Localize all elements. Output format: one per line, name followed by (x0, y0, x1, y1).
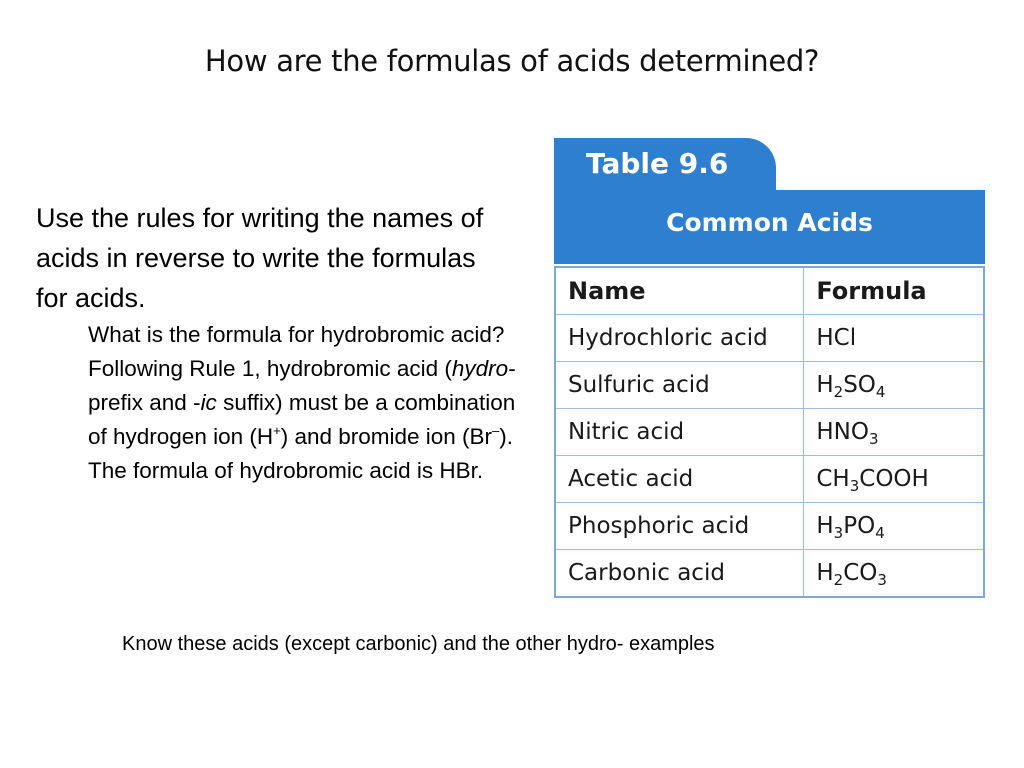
acid-name-cell: Hydrochloric acid (555, 315, 804, 362)
formula-subscript: 4 (875, 524, 885, 542)
formula-text: CO (843, 560, 878, 586)
formula-text: HNO (816, 419, 869, 445)
detail-text-4: ) and bromide ion (Br (280, 424, 493, 449)
detail-text-3: suffix) must be a combination of hydrogen ion (H (88, 390, 516, 449)
acid-name-cell: Sulfuric acid (555, 362, 804, 409)
acids-table (554, 266, 985, 598)
formula-text: HCl (816, 325, 857, 351)
table-caption-band (554, 190, 985, 264)
slide-title: How are the formulas of acids determined? (204, 44, 820, 78)
acid-name-cell: Nitric acid (555, 409, 804, 456)
table-header-row (555, 267, 984, 315)
header-name: Name (555, 267, 804, 315)
formula-text: H (816, 560, 834, 586)
formula-text: CH (816, 466, 850, 492)
common-acids-table-figure (554, 130, 990, 596)
intro-text: Use the rules for writing the names of acids in reverse to write the formulas for acids. (36, 203, 484, 313)
detail-italic-hydro: hydro (451, 356, 509, 381)
table-row (555, 503, 984, 550)
detail-paragraph (88, 318, 533, 488)
table-row (555, 409, 984, 456)
acid-formula-cell (804, 362, 984, 409)
detail-text-2: - prefix and - (88, 356, 516, 415)
table-row (555, 550, 984, 598)
table-number-label: Table 9.6 (586, 147, 729, 180)
table-row (555, 362, 984, 409)
footnote: Know these acids (except carbonic) and the other hydro- examples (122, 633, 715, 655)
acid-formula-cell (804, 456, 984, 503)
formula-text: SO (843, 372, 876, 398)
detail-italic-ic: ic (200, 390, 217, 415)
formula-subscript: 2 (833, 383, 844, 401)
formula-text: COOH (859, 466, 929, 492)
formula-text: H (816, 513, 834, 539)
acid-name-cell: Phosphoric acid (555, 503, 804, 550)
formula-subscript: 3 (868, 430, 879, 448)
detail-superscript-minus: – (492, 423, 500, 438)
formula-subscript: 3 (833, 524, 844, 542)
detail-text-1: What is the formula for hydrobromic acid? Following Rule 1, hydrobromic acid ( (88, 322, 505, 381)
detail-superscript-plus: + (273, 423, 281, 438)
formula-subscript: 4 (875, 383, 886, 401)
formula-subscript: 3 (849, 477, 860, 495)
acid-formula-cell (804, 315, 984, 362)
formula-subscript: 3 (877, 571, 887, 589)
acid-name-cell: Acetic acid (555, 456, 804, 503)
detail-text-5: ). The formula of hydrobromic acid is HBr. (88, 424, 514, 483)
formula-text: H (816, 372, 834, 398)
table-row (555, 315, 984, 362)
acid-formula-cell (804, 503, 984, 550)
table-body (555, 315, 984, 598)
header-formula: Formula (804, 267, 984, 315)
formula-subscript: 2 (833, 571, 844, 589)
table-row (555, 456, 984, 503)
formula-text: PO (843, 513, 876, 539)
acid-formula-cell (804, 409, 984, 456)
acid-name-cell: Carbonic acid (555, 550, 804, 598)
table-caption: Common Acids (666, 208, 873, 237)
acid-formula-cell (804, 550, 984, 598)
